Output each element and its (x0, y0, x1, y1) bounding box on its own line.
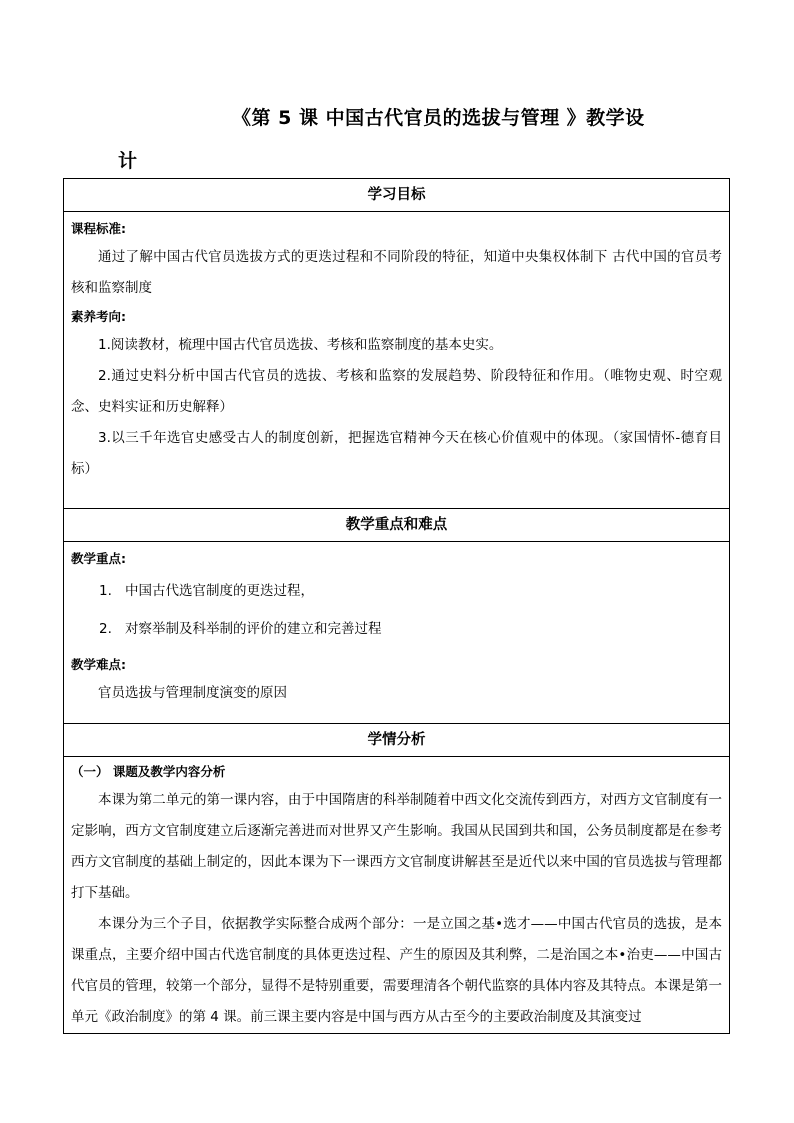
section-heading-key-points: 教学重点和难点 (64, 509, 729, 542)
key-points-body (64, 542, 729, 724)
key-point-number: 1. (99, 583, 112, 599)
document-title-line-2: 计 (118, 150, 138, 172)
curriculum-standard-text: 通过了解中国古代官员选拔方式的更迭过程和不同阶段的特征，知道中央集权体制下 古代中国的官员考核和监察制度 (71, 249, 722, 296)
lesson-plan-table (63, 178, 730, 1034)
key-point-text: 中国古代选官制度的更迭过程， (125, 583, 314, 599)
key-point-number: 2. (99, 621, 112, 637)
difficulty-text: 官员选拔与管理制度演变的原因 (98, 685, 287, 701)
learning-objectives-body (64, 212, 729, 509)
section-heading-learning-objectives: 学习目标 (64, 179, 729, 212)
document-title-line-1: 《第 5 课 中国古代官员的选拔与管理 》教学设 (232, 107, 645, 129)
key-points-label: 教学重点: (71, 551, 126, 566)
content-analysis-label: （一） 课题及教学内容分析 (71, 764, 226, 779)
literacy-item-2: 2.通过史料分析中国古代官员的选拔、考核和监察的发展趋势、阶段特征和作用。（唯物史观、时空观念、史料实证和历史解释） (71, 368, 722, 415)
literacy-item-3: 3.以三千年选官史感受古人的制度创新，把握选官精神今天在核心价值观中的体现。（家国情怀-德育目标） (71, 430, 722, 477)
literacy-focus-label: 素养考向: (71, 309, 126, 324)
key-point-text: 对察举制及科举制的评价的建立和完善过程 (125, 621, 382, 637)
learner-analysis-body (64, 757, 729, 1033)
difficulty-label: 教学难点: (71, 657, 126, 672)
analysis-paragraph-1: 本课为第二单元的第一课内容，由于中国隋唐的科举制随着中西文化交流传到西方，对西方文官制度有一定影响，西方文官制度建立后逐渐完善进而对世界又产生影响。我国从民国到共和国，公务员制度都是在参考西方文官制度的基础上制定的，因此本课为下一课西方文官制度讲解甚至是近代以来中国的官员选拔与管理都打下基础。 (71, 792, 722, 901)
analysis-paragraph-2: 本课分为三个子目，依据教学实际整合成两个部分：一是立国之基•选才——中国古代官员的选拔，是本课重点，主要介绍中国古代选官制度的具体更迭过程、产生的原因及其利弊，二是治国之本•治吏——中国古代官员的管理，较第一个部分，显得不是特别重要，需要理清各个朝代监察的具体内容及其特点。本课是第一单元《政治制度》的第 4 课。前三课主要内容是中国与西方从古至今的主要政治制度及其演变过 (71, 916, 722, 1025)
key-point-item (71, 610, 722, 648)
literacy-item-1: 1.阅读教材，梳理中国古代官员选拔、考核和监察制度的基本史实。 (98, 337, 503, 353)
curriculum-standard-label: 课程标准: (71, 221, 126, 236)
key-point-item (71, 572, 722, 610)
section-heading-learner-analysis: 学情分析 (64, 724, 729, 757)
